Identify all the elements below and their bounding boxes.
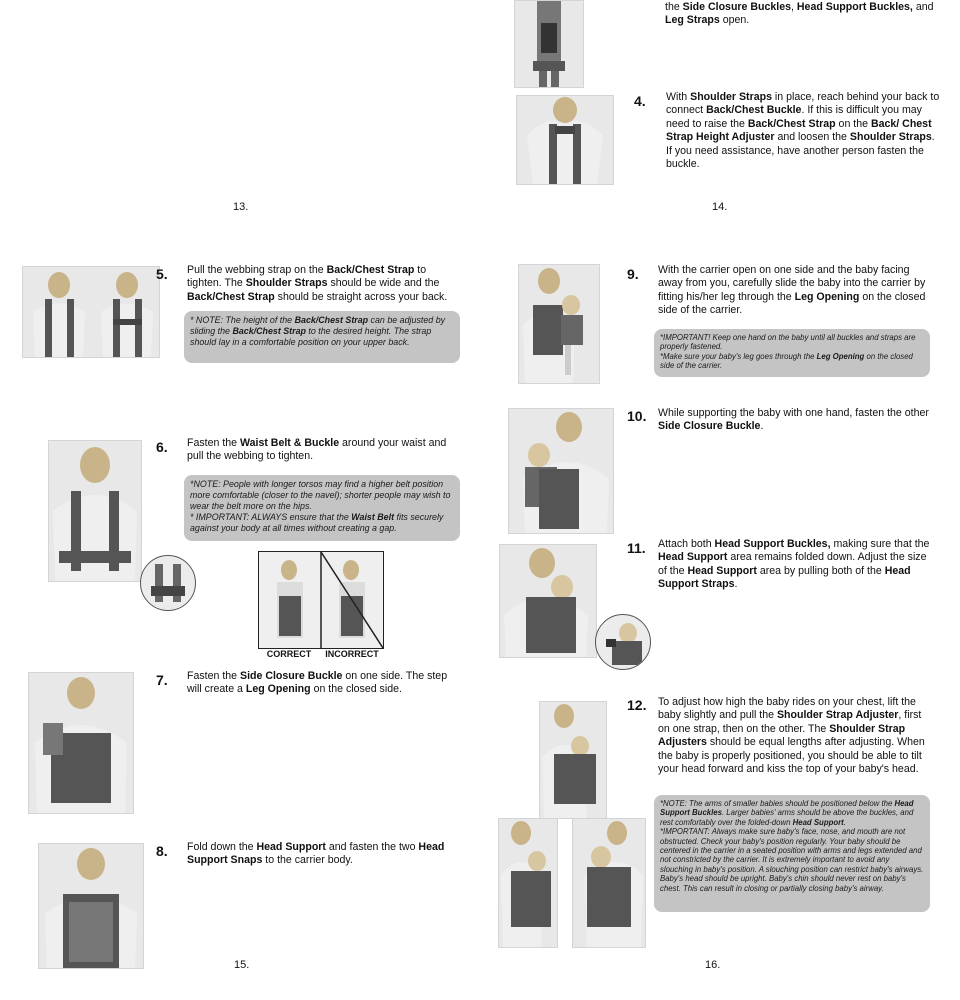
text-run: on one side. The step will create a (187, 670, 448, 696)
step6-photo (48, 440, 142, 582)
bold-term: Leg Opening (245, 683, 311, 696)
bold-term: Head Support (792, 817, 844, 827)
incorrect-label: INCORRECT (325, 649, 379, 659)
bold-term: Side Closure Buckles (682, 1, 792, 13)
text-run: and fasten the two (325, 841, 419, 853)
step12-text (658, 696, 933, 776)
text-run: With the carrier open on one side and the baby facing away from you, carefully slide the baby into the carrier by fitting his/her leg through the (658, 264, 926, 303)
step11-photo (499, 544, 597, 658)
bold-term: Waist Belt (351, 512, 395, 522)
text-run: around your waist and pull the webbing to tighten. (187, 437, 447, 463)
text-run: With (666, 91, 691, 103)
step6-text (187, 437, 462, 464)
text-run: fits securely against your body at all times without creating a gap. (190, 512, 444, 533)
text-run: * NOTE: The height of the (190, 315, 295, 325)
bold-term: Leg Opening (794, 290, 860, 303)
bold-term: Head Support Straps (658, 564, 911, 591)
step11-buckle-detail (595, 614, 651, 670)
text-run: on the closed side of the carrier. (658, 290, 926, 317)
bold-term: Back/Chest Strap (187, 290, 275, 303)
step10-photo (508, 408, 614, 534)
bold-term: Back/ Chest Strap Height Adjuster (666, 117, 932, 144)
text-run: to the carrier body. (262, 854, 353, 867)
text-run: and (912, 1, 934, 13)
text-run: *IMPORTANT: Always make sure baby's face, nose, and mouth are not obstructed. Check your baby's position regularly. Your baby should be centered in the carrier in a seated position with arms and legs extended and not constricted by the carrier. It is extremely important to avoid any slouching in baby's position. A slouching position can restrict baby's airways. Baby's head should be upright. Baby's chin should never rest on baby's chest. This can result in closing or partially closing baby's airway. (660, 827, 924, 893)
text-run: *IMPORTANT! Keep one hand on the baby until all buckles and straps are properly fastened. (660, 333, 916, 352)
step7-photo (28, 672, 134, 814)
bold-term: Back/Chest Buckle (706, 104, 802, 117)
page-number-14: 14. (712, 201, 728, 213)
bold-term: Head Support (687, 564, 757, 577)
step5-note (184, 311, 460, 363)
text-run: open. (719, 14, 750, 27)
step4-photo (516, 95, 614, 185)
text-run: to the desired height. The strap should lay in a comfortable position on your upper back. (190, 326, 432, 347)
bold-term: Shoulder Strap Adjusters (658, 722, 906, 749)
step12-photo-main (539, 701, 607, 819)
step3-text-tail (665, 1, 940, 28)
bold-term: Leg Straps (665, 14, 720, 27)
text-run: to tighten. The (187, 264, 427, 290)
text-run: , (791, 1, 797, 13)
step8-photo (38, 843, 144, 969)
page-number-15: 15. (234, 959, 250, 971)
step12-note (654, 795, 930, 912)
step6-note (184, 475, 460, 541)
text-run: Fold down the (187, 841, 257, 853)
bold-term: Head Support Buckles, (714, 538, 831, 550)
text-run: To adjust how high the baby rides on your chest, lift the baby slightly and pull the (658, 696, 916, 722)
bold-term: Side Closure Buckle (240, 670, 343, 682)
text-run: . (734, 578, 738, 591)
text-run: . Larger babies' arms should be above the buckles, and rest comfortably over the folded-down (660, 808, 914, 827)
text-run: . If you need assistance, have another person fasten the buckle. (666, 131, 935, 171)
text-run: and loosen the (774, 131, 850, 144)
step11-text (658, 538, 933, 592)
text-run: *Make sure your baby's leg goes through the (660, 351, 817, 361)
step5-number: 5. (156, 266, 168, 282)
bold-term: Head Support (256, 841, 326, 853)
step9-number: 9. (627, 266, 639, 282)
step11-number: 11. (627, 540, 646, 556)
bold-term: Head Support (658, 551, 728, 564)
bold-term: Back/Chest Strap (294, 315, 369, 325)
text-run: Fasten the (187, 670, 240, 682)
bold-term: Head Support Snaps (187, 841, 445, 867)
text-run: should be equal lengths after adjusting. When the baby is properly positioned, you should be able to tilt your head forward and kiss the top of your baby's head. (658, 736, 925, 776)
text-run: Pull the webbing strap on the (187, 264, 327, 276)
step3-photo (514, 0, 584, 88)
page-number-13: 13. (233, 201, 249, 213)
text-run: on the closed side of the carrier. (660, 351, 913, 371)
text-run: on the closed side. (310, 683, 402, 696)
bold-term: Head Support Buckles (660, 799, 914, 818)
text-run: Fasten the (187, 437, 240, 449)
bold-term: Back/Chest Strap (747, 117, 836, 130)
text-run: area by pulling both of the (756, 564, 885, 577)
bold-term: Shoulder Strap Adjuster (776, 709, 899, 722)
step7-text (187, 670, 462, 697)
text-run: . If this is difficult you may need to raise the (666, 104, 922, 130)
step8-text (187, 841, 462, 868)
bold-term: Shoulder Straps (690, 91, 772, 103)
step12-photo-small-baby (498, 818, 558, 948)
correct-label: CORRECT (266, 649, 312, 659)
text-run: . (843, 817, 846, 827)
step5-photo (22, 266, 160, 358)
step9-text (658, 264, 933, 318)
bold-term: Back/Chest Strap (326, 264, 415, 276)
text-run: on the (835, 117, 871, 130)
bold-term: Waist Belt & Buckle (240, 437, 340, 449)
bold-term: Head Support Buckles, (796, 1, 913, 13)
bold-term: Back/Chest Strap (232, 326, 306, 336)
step4-number: 4. (634, 93, 646, 109)
text-run: the (665, 1, 683, 13)
step10-text (658, 407, 933, 434)
text-run: making sure that the (830, 538, 930, 550)
bold-term: Shoulder Straps (849, 131, 932, 144)
step4-text (666, 91, 941, 171)
step12-photo-large-baby (572, 818, 646, 948)
comparison-figure (258, 551, 384, 649)
text-run: area remains folded down. Adjust the size of the (658, 551, 927, 577)
step9-note (654, 329, 930, 377)
text-run: in place, reach behind your back to connect (666, 91, 940, 117)
step6-number: 6. (156, 439, 168, 455)
step10-number: 10. (627, 408, 647, 424)
text-run: *NOTE: People with longer torsos may find a higher belt position more comfortable (closer to the navel); shorter people may wish to wear the belt more on the hips. (190, 479, 451, 511)
text-run: . (760, 420, 764, 433)
step12-number: 12. (627, 697, 647, 713)
step6-buckle-detail (140, 555, 196, 611)
text-run: should be wide and the (327, 277, 440, 290)
text-run: Attach both (658, 538, 715, 550)
text-run: While supporting the baby with one hand, fasten the other (658, 407, 929, 419)
bold-term: Leg Opening (816, 351, 865, 361)
text-run: , first on one strap, then on the other. The (658, 709, 922, 735)
step5-text (187, 264, 462, 304)
step7-number: 7. (156, 672, 168, 688)
text-run: *NOTE: The arms of smaller babies should be positioned below the (660, 799, 895, 808)
text-run: should be straight across your back. (274, 290, 448, 303)
bold-term: Side Closure Buckle (658, 420, 761, 433)
page-number-16: 16. (705, 959, 721, 971)
bold-term: Shoulder Straps (245, 277, 328, 290)
step9-photo (518, 264, 600, 384)
text-run: * IMPORTANT: ALWAYS ensure that the (190, 512, 352, 522)
text-run: can be adjusted by sliding the (190, 315, 446, 336)
step8-number: 8. (156, 843, 168, 859)
